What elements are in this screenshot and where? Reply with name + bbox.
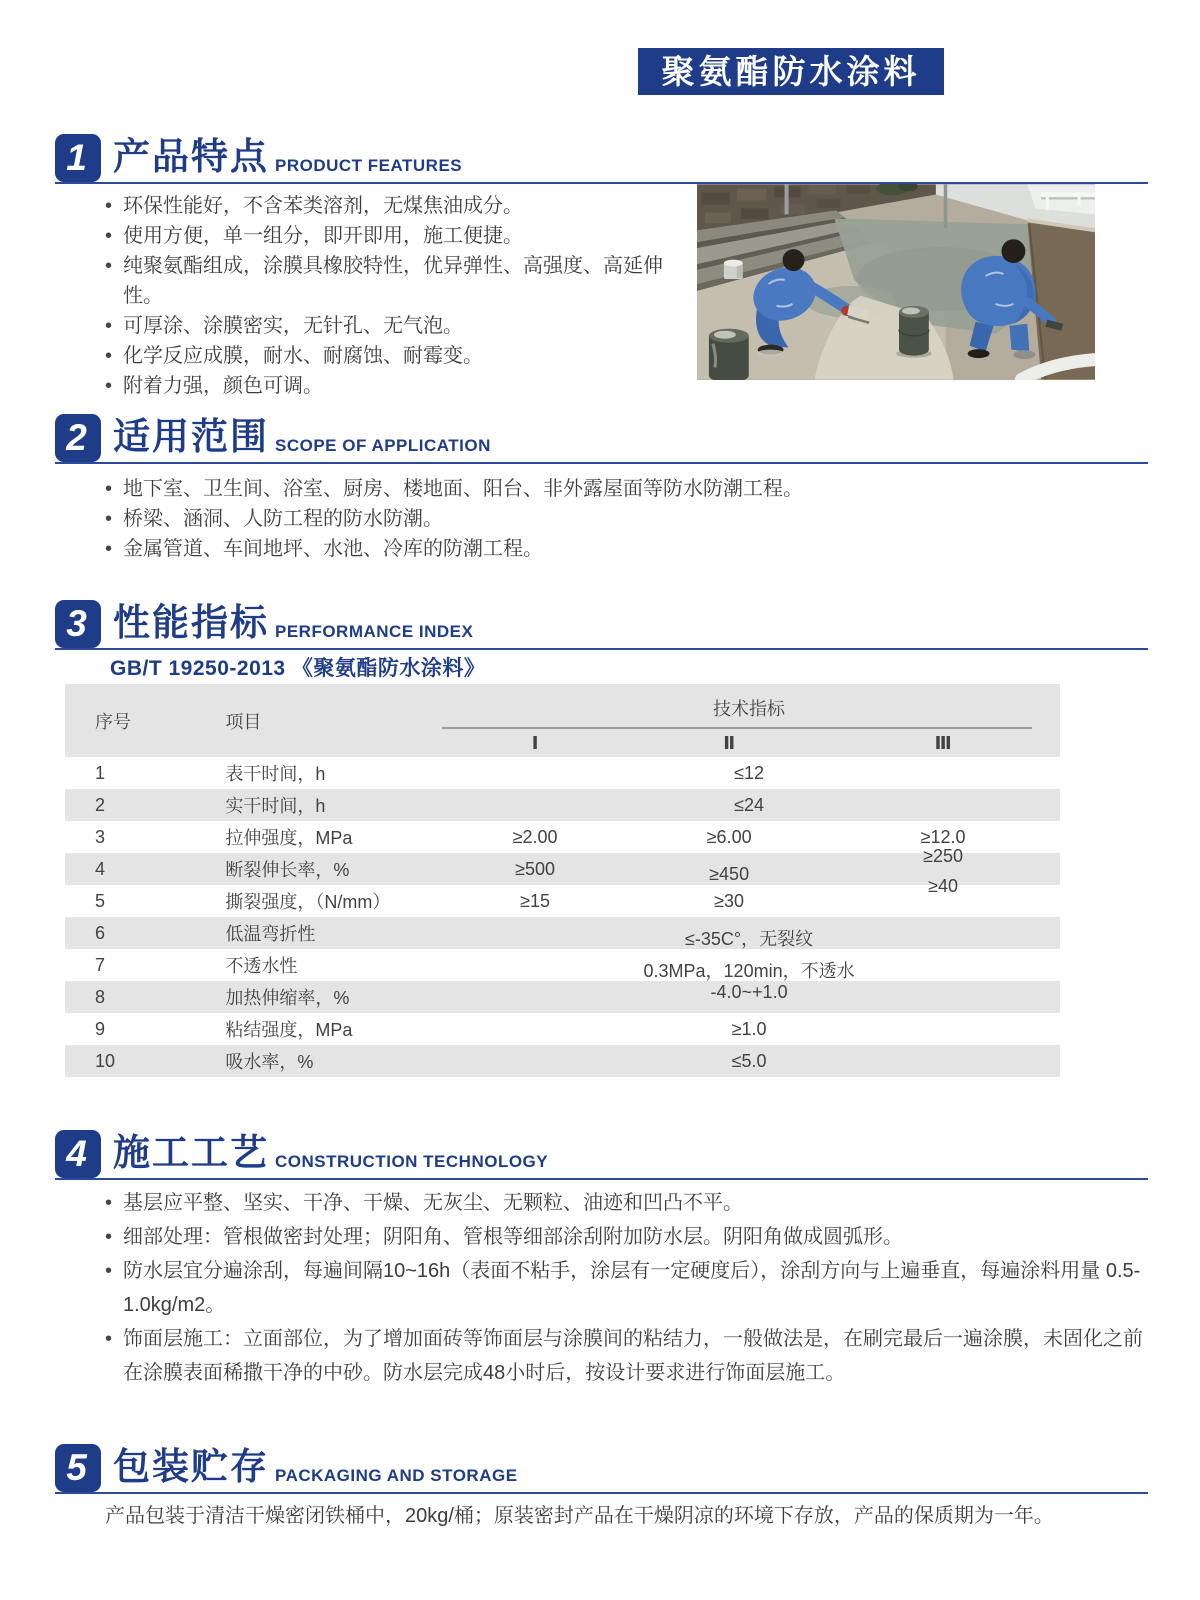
table-cell: ≤5.0 xyxy=(731,1050,767,1071)
section-title: 施工工艺 xyxy=(113,1132,269,1173)
table-cell: 吸水率，% xyxy=(225,1052,314,1072)
performance-table xyxy=(65,684,1060,1077)
table-cell: ≥40 xyxy=(928,875,959,896)
table-row xyxy=(65,917,1060,949)
table-cell: 1 xyxy=(95,762,106,783)
table-cell: 粘结强度，MPa xyxy=(225,1020,353,1040)
table-cell: 表干时间，h xyxy=(225,764,326,784)
col-header-no: 序号 xyxy=(65,684,194,757)
section-title: 包装贮存 xyxy=(113,1446,269,1487)
standard-reference: GB/T 19250-2013 《聚氨酯防水涂料》 xyxy=(110,657,486,680)
performance-table-body xyxy=(65,757,1060,1077)
table-cell: 撕裂强度，（N/mm） xyxy=(225,892,391,912)
section-number-badge: 3 xyxy=(55,600,101,648)
table-cell: 9 xyxy=(95,1018,106,1039)
table-cell: ≤-35C°，无裂纹 xyxy=(685,929,814,949)
table-cell: 5 xyxy=(95,890,106,911)
section-title: 产品特点 xyxy=(113,136,269,177)
bullet-item: • 基层应平整、坚实、干净、干燥、无灰尘、无颗粒、油迹和凹凸不平。 xyxy=(103,1186,1149,1220)
table-cell: ≤24 xyxy=(734,794,764,815)
bullet-item: • 防水层宜分遍涂刮，每遍间隔10~16h（表面不粘手，涂层有一定硬度后），涂刮方向与上遍垂直，每遍涂料用量 0.5-1.0kg/m2。 xyxy=(103,1254,1149,1322)
table-row xyxy=(65,853,1060,885)
product-photo xyxy=(697,184,1095,380)
section-number-badge: 1 xyxy=(55,134,101,182)
bullet-item: • 地下室、卫生间、浴室、厨房、楼地面、阳台、非外露屋面等防水防潮工程。 xyxy=(103,474,1148,504)
table-cell: 拉伸强度，MPa xyxy=(225,828,353,848)
table-cell: ≥1.0 xyxy=(731,1018,767,1039)
section-number-badge: 5 xyxy=(55,1444,101,1492)
bullet-item: • 附着力强，颜色可调。 xyxy=(103,371,688,401)
paint-bucket xyxy=(724,260,743,279)
performance-table-header xyxy=(65,684,1060,757)
table-cell: ≥6.00 xyxy=(706,826,752,847)
table-row xyxy=(65,981,1060,1013)
section-subtitle: PRODUCT FEATURES xyxy=(275,156,463,175)
table-cell: 低温弯折性 xyxy=(225,924,316,944)
table-cell: 0.3MPa，120min，不透水 xyxy=(643,961,855,981)
table-cell: 3 xyxy=(95,826,106,847)
section-subtitle: PERFORMANCE INDEX xyxy=(275,622,474,641)
section-subtitle: CONSTRUCTION TECHNOLOGY xyxy=(275,1152,549,1171)
table-cell: 8 xyxy=(95,986,106,1007)
scope-list xyxy=(103,474,1148,564)
table-cell: ≥30 xyxy=(714,890,745,911)
table-cell: 4 xyxy=(95,858,106,879)
table-cell: ≥250 xyxy=(923,845,964,866)
construction-list xyxy=(103,1186,1149,1390)
photo-illustration xyxy=(697,184,1095,380)
bullet-item: • 环保性能好，不含苯类溶剂，无煤焦油成分。 xyxy=(103,191,688,221)
col-header-grade-1: Ⅰ xyxy=(438,729,632,757)
bullet-item: • 金属管道、车间地坪、水池、冷库的防潮工程。 xyxy=(103,534,1148,564)
table-cell: 加热伸缩率，% xyxy=(225,988,350,1008)
section-header-features xyxy=(55,130,1148,184)
table-cell: ≥450 xyxy=(709,863,750,884)
table-row xyxy=(65,1013,1060,1045)
pole xyxy=(944,184,947,228)
barrel-center xyxy=(896,306,932,358)
table-row xyxy=(65,757,1060,789)
section-number-badge: 2 xyxy=(55,414,101,462)
bullet-item: • 化学反应成膜，耐水、耐腐蚀、耐霉变。 xyxy=(103,341,688,371)
barrel-left xyxy=(709,329,749,380)
table-cell: -4.0~+1.0 xyxy=(710,981,788,1002)
table-cell: 10 xyxy=(95,1050,116,1071)
section-header-performance xyxy=(55,596,1148,650)
col-header-grade-3: Ⅲ xyxy=(826,729,1060,757)
col-header-item: 项目 xyxy=(194,684,438,757)
page-title: 聚氨酯防水涂料 xyxy=(638,48,944,95)
section-title: 性能指标 xyxy=(113,602,269,643)
section-title: 适用范围 xyxy=(113,416,269,457)
packaging-text: 产品包装于清洁干燥密闭铁桶中，20kg/桶；原装密封产品在干燥阴凉的环境下存放，产品的保质期为一年。 xyxy=(105,1505,1054,1527)
table-cell: ≥500 xyxy=(515,858,556,879)
table-cell: 不透水性 xyxy=(225,956,298,976)
feature-list xyxy=(103,191,688,401)
table-cell: 实干时间，h xyxy=(225,796,326,816)
table-cell: ≥2.00 xyxy=(512,826,558,847)
bullet-item: • 使用方便，单一组分，即开即用，施工便捷。 xyxy=(103,221,688,251)
bullet-item: • 饰面层施工：立面部位，为了增加面砖等饰面层与涂膜间的粘结力，一般做法是，在刷完最后一遍涂膜，未固化之前在涂膜表面稀撒干净的中砂。防水层完成48小时后，按设计要求进行饰面层施工。 xyxy=(103,1322,1149,1390)
section-header-construction xyxy=(55,1126,1148,1180)
table-cell: ≥12.0 xyxy=(920,826,966,847)
col-header-grade-2: Ⅱ xyxy=(632,729,826,757)
section-subtitle: PACKAGING AND STORAGE xyxy=(275,1466,518,1485)
section-header-packaging xyxy=(55,1440,1148,1494)
table-cell: ≤12 xyxy=(734,762,764,783)
table-row xyxy=(65,1045,1060,1077)
section-header-scope xyxy=(55,410,1148,464)
section-subtitle: SCOPE OF APPLICATION xyxy=(275,436,491,455)
bullet-item: • 桥梁、涵洞、人防工程的防水防潮。 xyxy=(103,504,1148,534)
bullet-item: • 纯聚氨酯组成，涂膜具橡胶特性，优异弹性、高强度、高延伸性。 xyxy=(103,251,688,311)
table-row xyxy=(65,789,1060,821)
table-row xyxy=(65,821,1060,853)
bullet-item: • 可厚涂、涂膜密实，无针孔、无气泡。 xyxy=(103,311,688,341)
table-cell: 7 xyxy=(95,954,106,975)
table-cell: ≥15 xyxy=(520,890,551,911)
section-number-badge: 4 xyxy=(55,1130,101,1178)
bullet-item: • 细部处理：管根做密封处理；阴阳角、管根等细部涂刮附加防水层。阴阳角做成圆弧形。 xyxy=(103,1220,1149,1254)
table-cell: 断裂伸长率，% xyxy=(225,860,350,880)
table-row xyxy=(65,949,1060,981)
table-row xyxy=(65,885,1060,917)
table-cell: 6 xyxy=(95,922,106,943)
table-cell: 2 xyxy=(95,794,106,815)
col-header-tech-index: 技术指标 xyxy=(438,684,1060,729)
